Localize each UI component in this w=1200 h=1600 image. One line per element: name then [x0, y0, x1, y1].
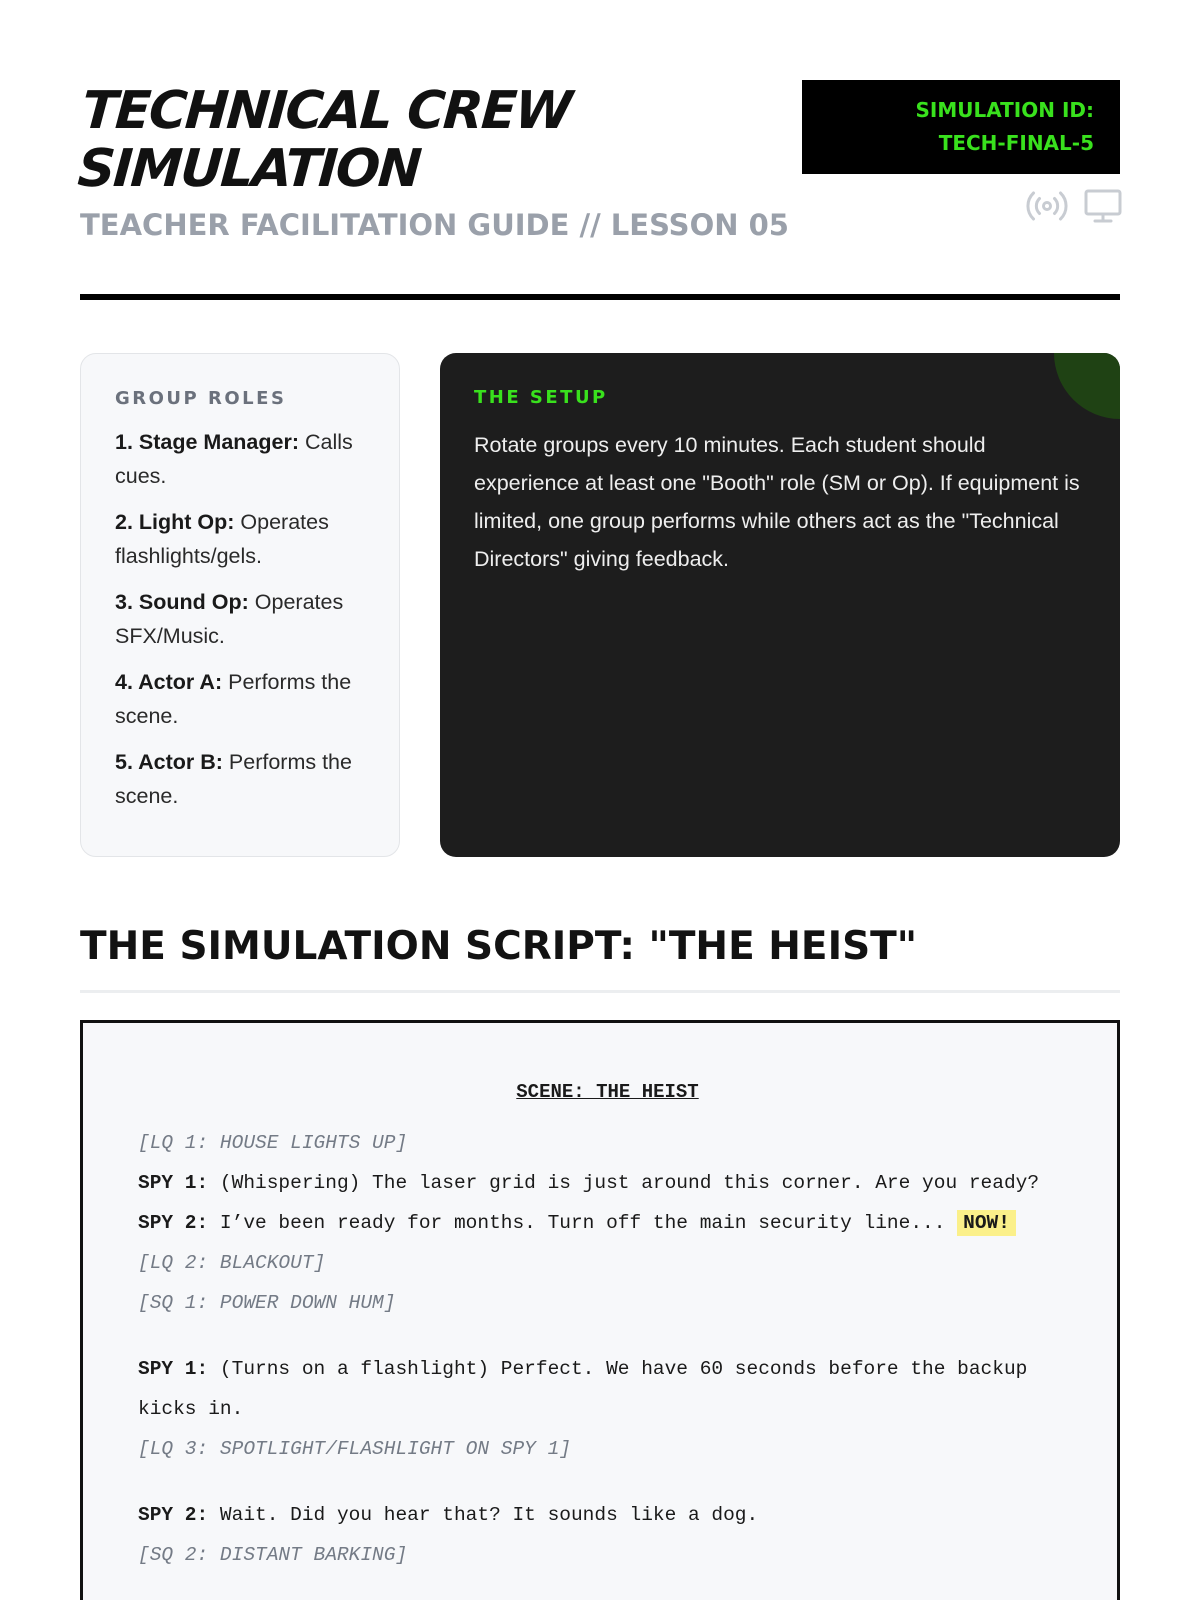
page-subtitle: TEACHER FACILITATION GUIDE // LESSON 05 [80, 208, 789, 242]
role-label: 5. Actor B: [115, 750, 223, 774]
setup-body: Rotate groups every 10 minutes. Each student should experience at least one "Booth" role (SM or Op). If equipment is limited, one group performs while others act as the "Technical Directors" giving feedback. [474, 433, 1080, 571]
dialogue-line [138, 1163, 1077, 1203]
dialogue-text: Wait. Did you hear that? It sounds like a dog. [208, 1504, 759, 1526]
sound-cue: [SQ 2: DISTANT BARKING] [138, 1544, 408, 1566]
role-item [115, 425, 369, 493]
monitor-icon [1084, 188, 1122, 224]
speaker-name: SPY 1: [138, 1358, 209, 1380]
dialogue-text: I’ve been ready for months. Turn off the main security line... [208, 1212, 958, 1234]
dialogue-text: (Whispering) The laser grid is just around this corner. Are you ready? [208, 1172, 1040, 1194]
highlighted-cue-word: NOW! [957, 1210, 1016, 1236]
role-text: Operates flashlights/gels. [115, 510, 329, 568]
dialogue-line [138, 1203, 1077, 1243]
speaker-name: SPY 2: [138, 1212, 209, 1234]
role-text: Calls cues. [115, 430, 353, 488]
lighting-cue: [LQ 1: HOUSE LIGHTS UP] [138, 1132, 408, 1154]
group-roles-card [80, 353, 400, 857]
dialogue-line [138, 1495, 1077, 1535]
section-divider [80, 990, 1120, 993]
dialogue-line [138, 1349, 1077, 1429]
role-item [115, 745, 369, 813]
group-roles-heading: GROUP ROLES [115, 388, 287, 409]
role-label: 3. Sound Op: [115, 590, 249, 614]
sound-cue: [SQ 1: POWER DOWN HUM] [138, 1292, 396, 1314]
speaker-name: SPY 2: [138, 1504, 209, 1526]
setup-card [440, 353, 1120, 857]
simulation-id-badge [802, 80, 1120, 174]
page-title [76, 82, 724, 198]
lighting-cue: [LQ 2: BLACKOUT] [138, 1252, 326, 1274]
title-line-1: TECHNICAL CREW [79, 81, 573, 141]
simulation-id-value: TECH-FINAL-5 [938, 131, 1094, 155]
corner-decoration [1054, 353, 1120, 419]
simulation-id-label: SIMULATION ID: [915, 98, 1094, 122]
dialogue-text: (Turns on a flashlight) Perfect. We have 60 seconds before the backup kicks in. [138, 1358, 1028, 1420]
lighting-cue: [LQ 3: SPOTLIGHT/FLASHLIGHT ON SPY 1] [138, 1438, 571, 1460]
role-item [115, 665, 369, 733]
script-box [80, 1020, 1120, 1600]
role-item [115, 585, 369, 653]
role-text: Operates SFX/Music. [115, 590, 344, 648]
header-icons [1026, 188, 1122, 224]
speaker-name: SPY 1: [138, 1172, 209, 1194]
role-item [115, 505, 369, 573]
role-text: Performs the scene. [115, 750, 352, 808]
setup-heading: THE SETUP [474, 387, 608, 408]
role-label: 4. Actor A: [115, 670, 223, 694]
broadcast-icon [1026, 188, 1068, 224]
script-section-title: THE SIMULATION SCRIPT: "THE HEIST" [80, 924, 918, 969]
scene-heading: SCENE: THE HEIST [516, 1081, 699, 1103]
role-text: Performs the scene. [115, 670, 352, 728]
role-label: 1. Stage Manager: [115, 430, 299, 454]
title-line-2: SIMULATION [75, 139, 422, 199]
header-divider [80, 294, 1120, 300]
role-label: 2. Light Op: [115, 510, 235, 534]
